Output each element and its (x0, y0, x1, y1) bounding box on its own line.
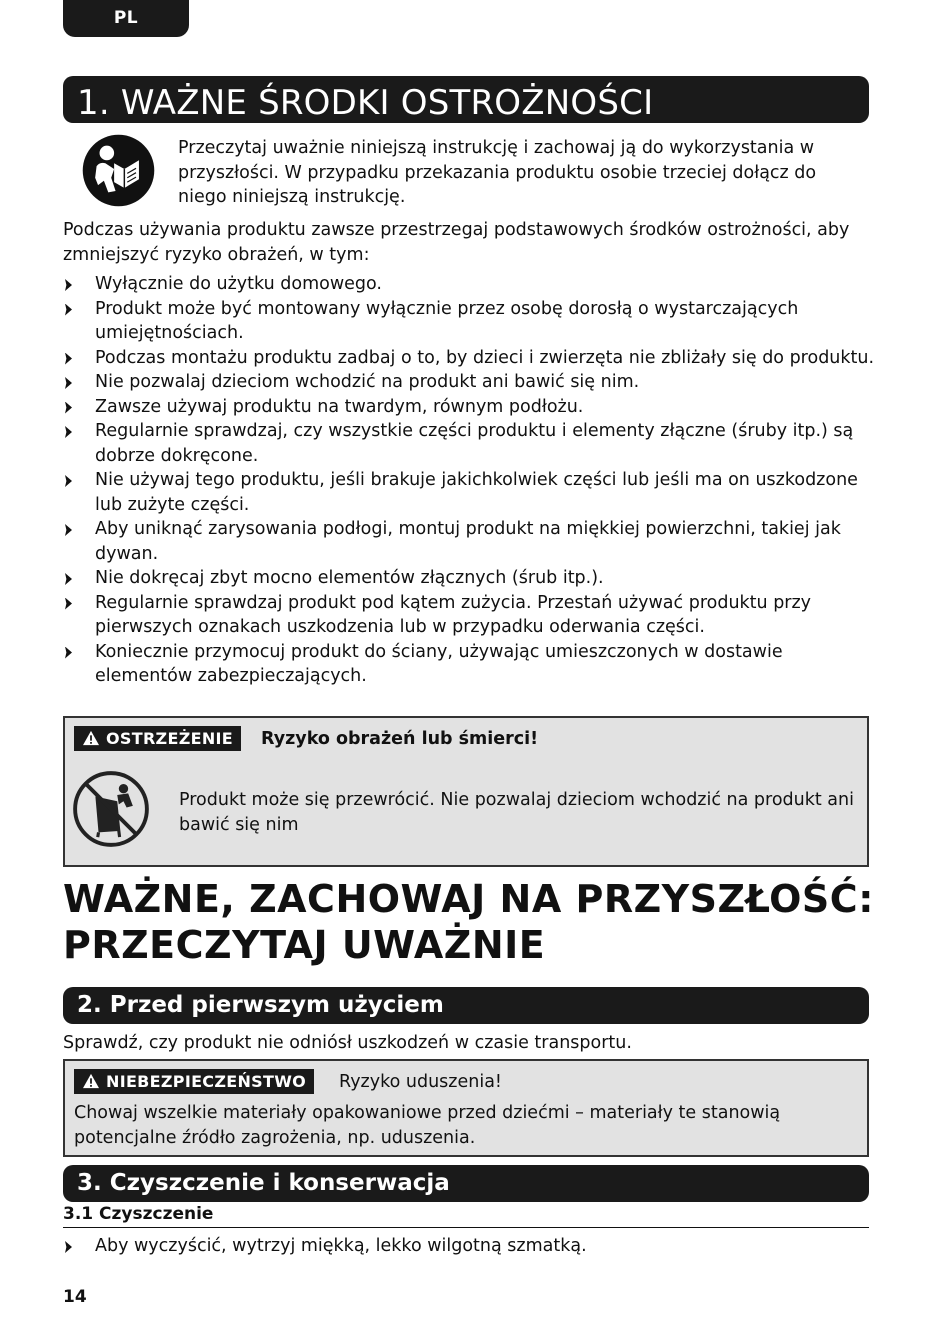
bullet-icon (65, 402, 72, 414)
bullet-icon (65, 647, 72, 659)
list-item: Regularnie sprawdzaj produkt pod kątem zużycia. Przestań używać produktu przy pierwszych oznakach uszkodzenia lub w przypadku oderwania części. (63, 591, 875, 640)
warning-triangle-icon (82, 730, 100, 746)
bullet-icon (65, 1241, 72, 1253)
important-heading-line-1: WAŻNE, ZACHOWAJ NA PRZYSZŁOŚĆ: (63, 877, 874, 921)
safety-bullet-list (63, 272, 875, 689)
list-item: Aby wyczyścić, wytrzyj miękką, lekko wilgotną szmatką. (63, 1234, 869, 1259)
list-item: Nie dokręcaj zbyt mocno elementów złącznych (śrub itp.). (63, 566, 875, 591)
list-item: Nie używaj tego produktu, jeśli brakuje jakichkolwiek części lub jeśli ma on uszkodzone lub zużyte części. (63, 468, 875, 517)
important-heading-line-2: PRZECZYTAJ UWAŻNIE (63, 923, 546, 967)
bullet-icon (65, 524, 72, 536)
list-item: Koniecznie przymocuj produkt do ściany, używając umieszczonych w dostawie elementów zabezpieczających. (63, 640, 875, 689)
list-item: Aby uniknąć zarysowania podłogi, montuj produkt na miękkiej powierzchni, takiej jak dywan. (63, 517, 875, 566)
read-manual-icon (82, 134, 155, 207)
danger-badge: NIEBEZPIECZEŃSTWO (74, 1069, 314, 1094)
warning-heading: Ryzyko obrażeń lub śmierci! (261, 729, 539, 749)
language-tab: PL (63, 0, 189, 37)
cleaning-bullet-list (63, 1234, 869, 1259)
warning-triangle-icon (82, 1073, 100, 1089)
list-item: Nie pozwalaj dzieciom wchodzić na produkt ani bawić się nim. (63, 370, 875, 395)
list-item: Produkt może być montowany wyłącznie przez osobę dorosłą o wystarczających umiejętnościach. (63, 297, 875, 346)
bullet-icon (65, 598, 72, 610)
list-item: Wyłącznie do użytku domowego. (63, 272, 875, 297)
warning-text: Produkt może się przewrócić. Nie pozwalaj dzieciom wchodzić na produkt ani bawić się nim (179, 790, 854, 835)
bullet-icon (65, 304, 72, 316)
warning-badge: OSTRZEŻENIE (74, 726, 241, 751)
important-heading (63, 876, 893, 968)
no-climbing-icon (72, 770, 150, 848)
bullet-icon (65, 353, 72, 365)
danger-text: Chowaj wszelkie materiały opakowaniowe przed dziećmi – materiały te stanowią potencjalne źródło zagrożenia, np. uduszenia. (74, 1103, 781, 1148)
danger-box (63, 1059, 869, 1157)
bullet-icon (65, 377, 72, 389)
safety-paragraph: Podczas używania produktu zawsze przestrzegaj podstawowych środków ostrożności, aby zmniejszyć ryzyko obrażeń, w tym: (63, 220, 850, 265)
list-item: Podczas montażu produktu zadbaj o to, by dzieci i zwierzęta nie zbliżały się do produktu. (63, 346, 875, 371)
page-number: 14 (63, 1287, 87, 1307)
list-item: Regularnie sprawdzaj, czy wszystkie części produktu i elementy złączne (śruby itp.) są dobrze dokręcone. (63, 419, 875, 468)
bullet-icon (65, 426, 72, 438)
bullet-icon (65, 475, 72, 487)
section-2-title: 2. Przed pierwszym użyciem (63, 987, 869, 1024)
bullet-icon (65, 573, 72, 585)
intro-text: Przeczytaj uważnie niniejszą instrukcję i zachowaj ją do wykorzystania w przyszłości. W przypadku przekazania produktu osobie trzeciej dołącz do niego niniejszą instrukcję. (178, 138, 817, 207)
bullet-icon (65, 279, 72, 291)
danger-heading: Ryzyko uduszenia! (339, 1072, 502, 1092)
section-3-title: 3. Czyszczenie i konserwacja (63, 1165, 869, 1202)
section-1-title: 1. WAŻNE ŚRODKI OSTROŻNOŚCI (63, 76, 869, 123)
subsection-3-1-title: 3.1 Czyszczenie (63, 1203, 869, 1228)
section-2-paragraph: Sprawdź, czy produkt nie odniósł uszkodzeń w czasie transportu. (63, 1033, 632, 1053)
list-item: Zawsze używaj produktu na twardym, równym podłożu. (63, 395, 875, 420)
warning-box (63, 716, 869, 867)
